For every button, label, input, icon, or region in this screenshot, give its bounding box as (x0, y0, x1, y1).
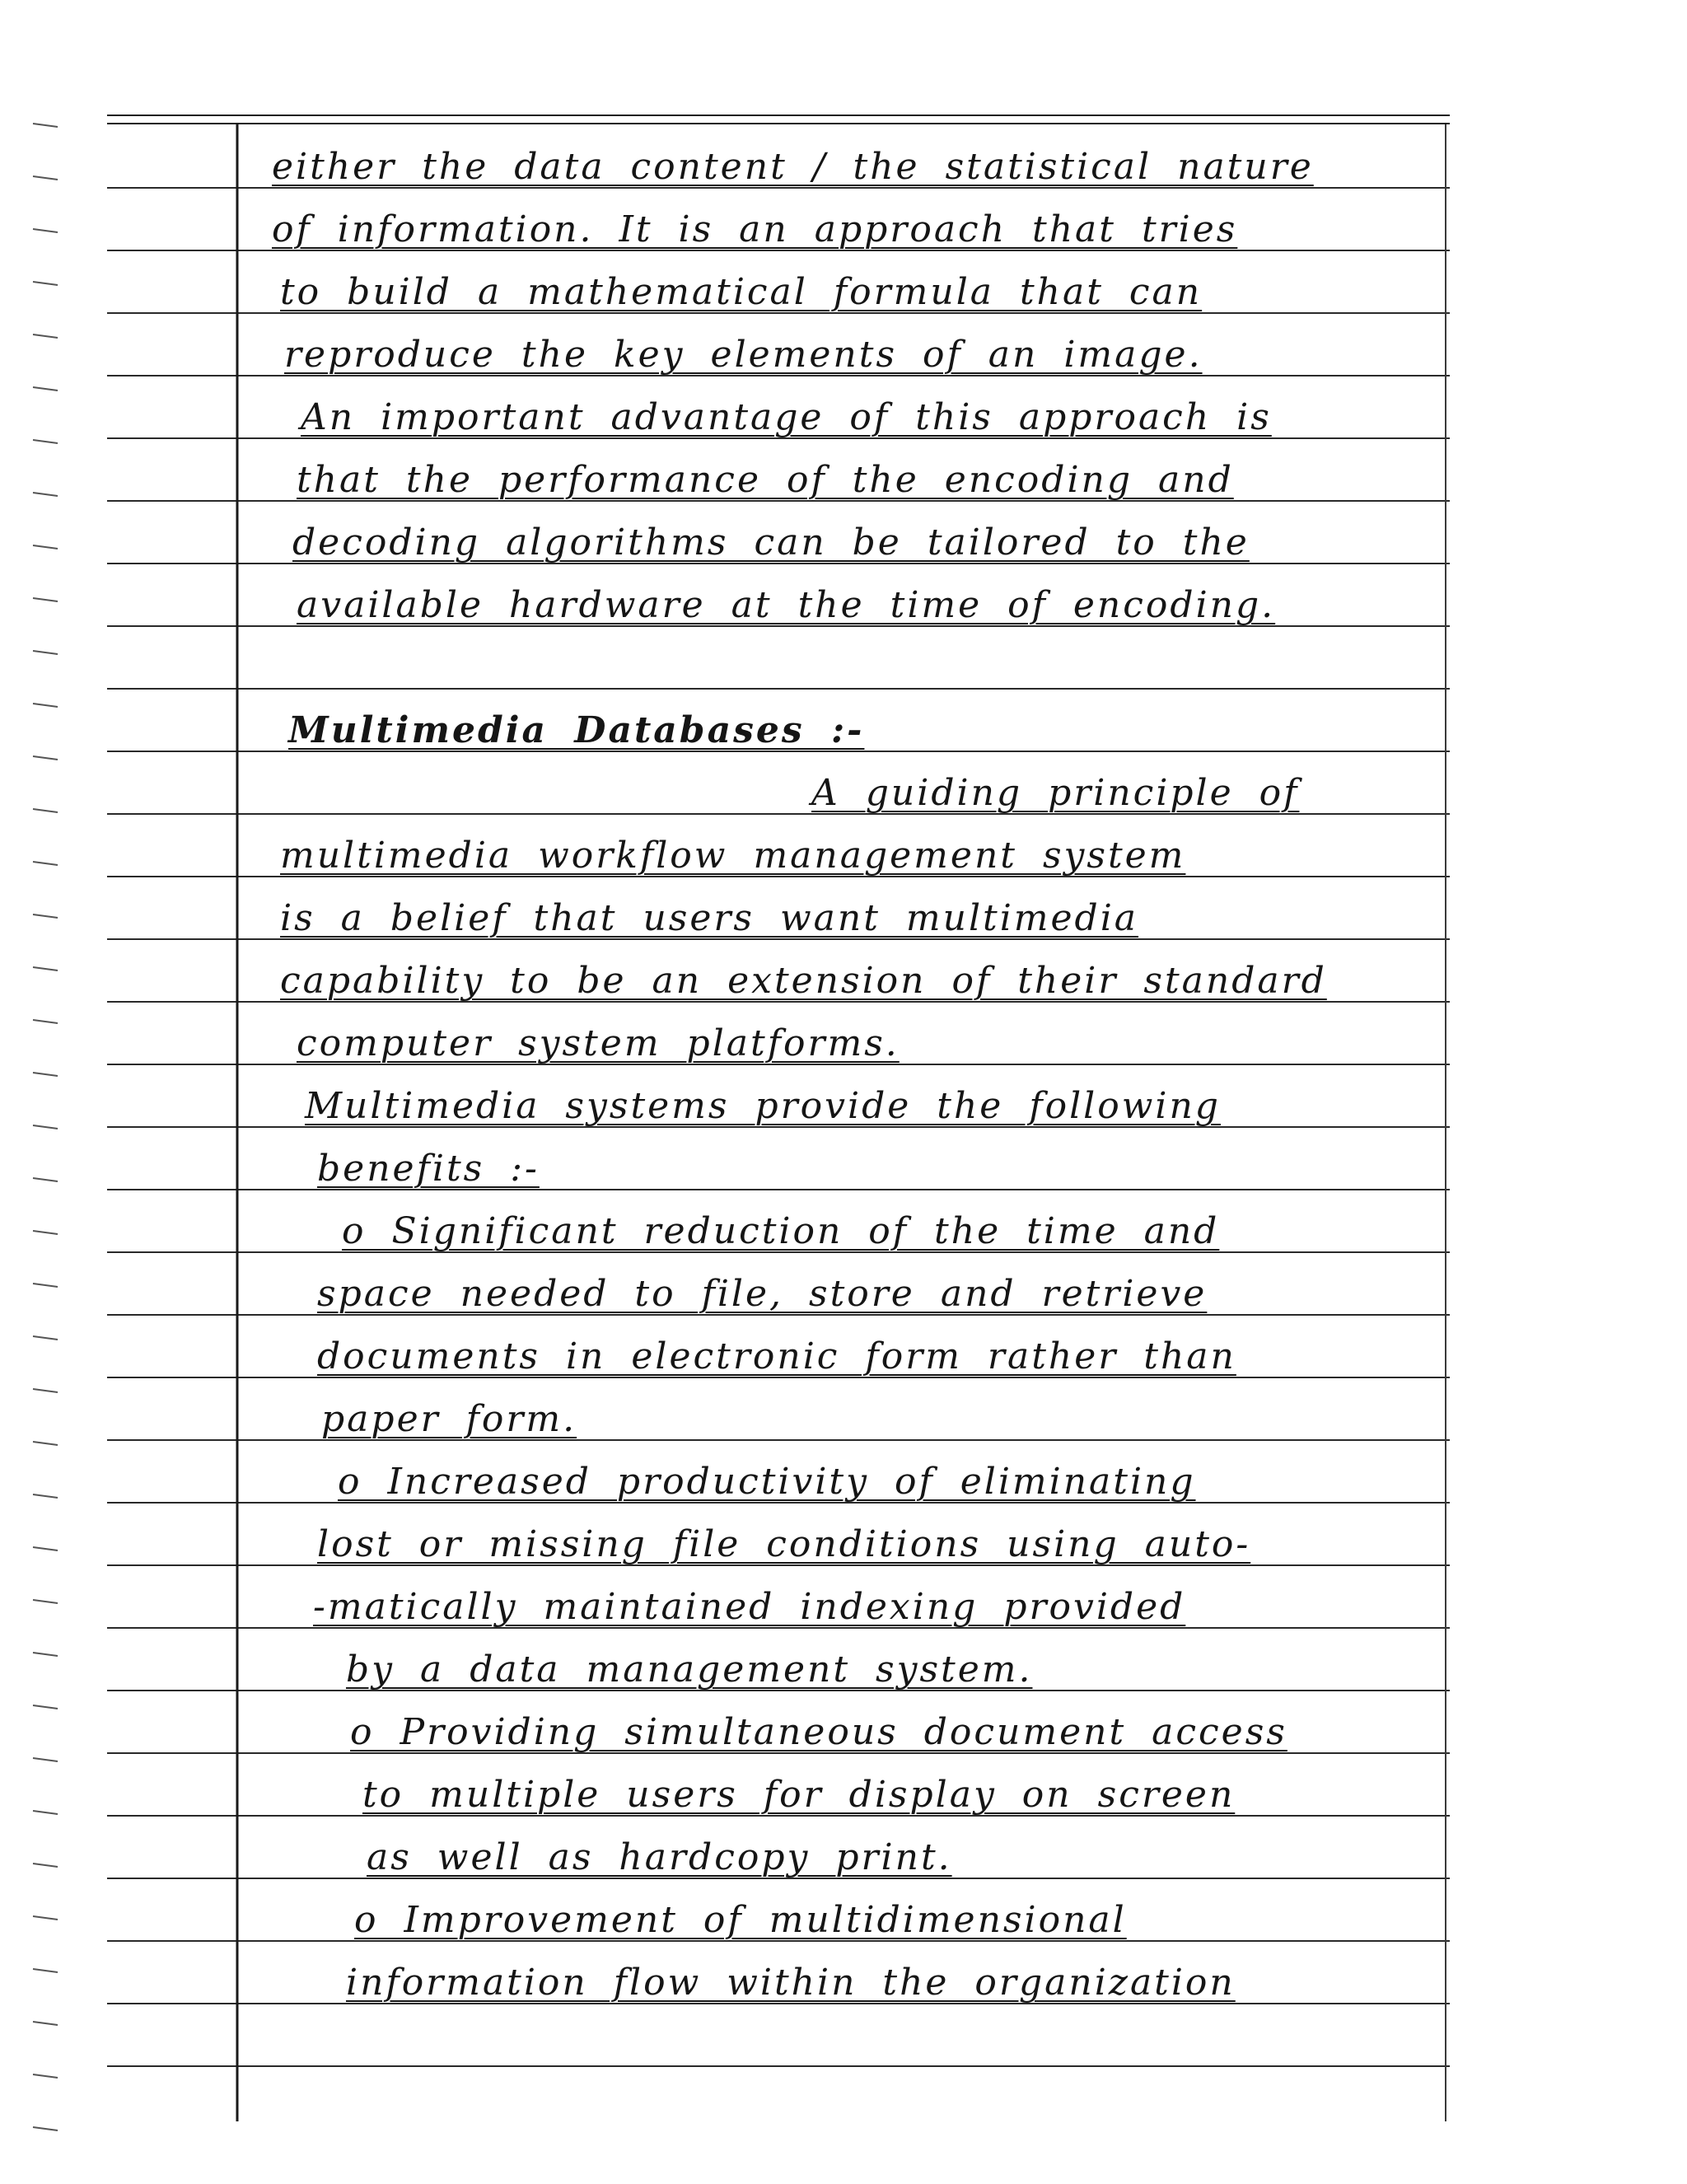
section-line: multimedia workflow management system (280, 835, 1186, 877)
body-line: of information. It is an approach that tries (272, 208, 1238, 250)
section-line: by a data management system. (346, 1649, 1033, 1691)
section-line: lost or missing file conditions using auto- (317, 1523, 1251, 1565)
body-line: available hardware at the time of encoding. (297, 584, 1276, 626)
section-line: A guiding principle of (811, 772, 1300, 814)
section-line: computer system platforms. (297, 1022, 900, 1064)
body-line: An important advantage of this approach is (301, 396, 1272, 438)
section-line: benefits :- (317, 1148, 540, 1190)
section-line: information flow within the organization (346, 1962, 1236, 2004)
body-line: to build a mathematical formula that can (280, 271, 1203, 313)
section-line: Multimedia systems provide the following (305, 1085, 1221, 1127)
bullet-line: o Providing simultaneous document access (350, 1711, 1287, 1753)
section-line: is a belief that users want multimedia (280, 897, 1139, 939)
body-line: decoding algorithms can be tailored to the (292, 521, 1250, 564)
bullet-line: o Improvement of multidimensional (354, 1899, 1127, 1941)
section-line: to multiple users for display on screen (362, 1774, 1236, 1816)
section-line: as well as hardcopy print. (367, 1836, 952, 1878)
bullet-line: o Significant reduction of the time and (342, 1210, 1220, 1252)
section-line: space needed to file, store and retrieve (317, 1273, 1208, 1315)
bullet-line: o Increased productivity of eliminating (338, 1461, 1196, 1503)
body-line: either the data content / the statistical nature (272, 146, 1314, 188)
body-line: that the performance of the encoding and (297, 459, 1234, 501)
section-line: -matically maintained indexing provided (313, 1586, 1186, 1628)
section-heading: Multimedia Databases :- (288, 709, 865, 751)
section-line: documents in electronic form rather than (317, 1335, 1236, 1377)
section-line: paper form. (321, 1398, 577, 1440)
body-line: reproduce the key elements of an image. (284, 334, 1203, 376)
section-line: capability to be an extension of their standard (280, 960, 1327, 1002)
